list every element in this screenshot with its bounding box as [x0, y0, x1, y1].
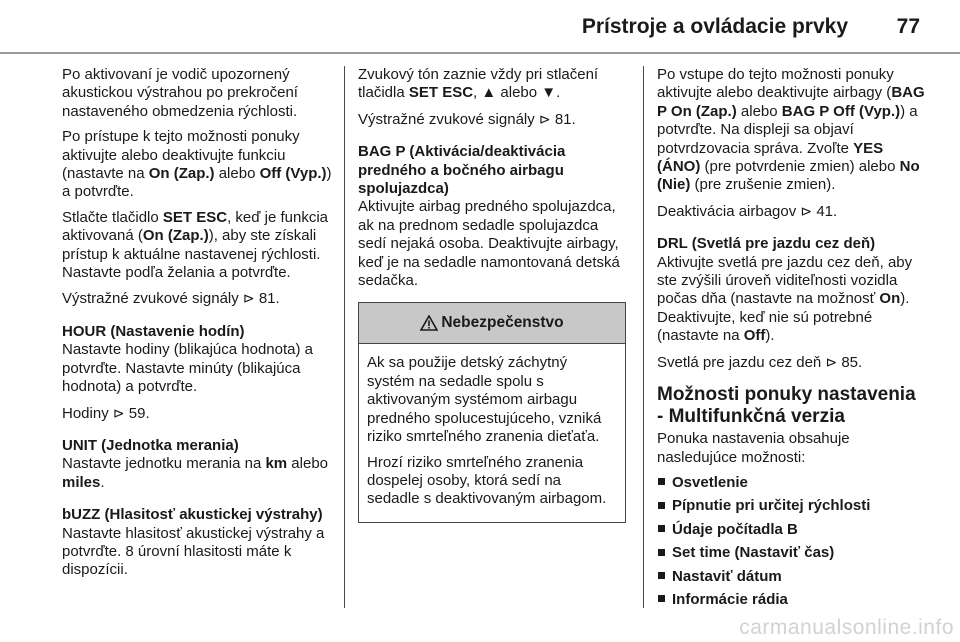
paragraph: Nastavte hlasitosť akustickej výstrahy a potvrďte. 8 úrovní hlasitosti máte k dispozícii.: [62, 524, 325, 579]
paragraph: Nastavte hodiny (blikajúca hodnota) a potvrďte. Nastavte minúty (blikajúca hodnota) a potvrďte.: [62, 341, 313, 396]
page-ref-icon[interactable]: ⊳: [825, 353, 838, 370]
section-heading: DRL (Svetlá pre jazdu cez deň): [657, 235, 876, 253]
paragraph: Po aktivovaní je vodič upozornený akustickou výstrahou po prekročení nastaveného obmedzenia rýchlosti.: [62, 66, 298, 120]
page-ref-icon[interactable]: ⊳: [112, 404, 125, 421]
chapter-title: Prístroje a ovládacie prvky: [581, 15, 848, 38]
list-item: Nastaviť dátum: [657, 568, 925, 586]
paragraph: Ponuka nastavenia obsahuje nasledujúce možnosti:: [657, 430, 850, 466]
page-ref-icon[interactable]: ⊳: [800, 202, 813, 219]
page-ref[interactable]: 85.: [841, 353, 863, 371]
warning-title: Nebezpečenstvo: [441, 314, 564, 332]
page-number: 77: [896, 15, 920, 38]
page-ref[interactable]: 41.: [816, 202, 838, 220]
section-heading: BAG P (Aktivácia/deaktivácia predného a bočného airbagu spolujazdca): [358, 143, 566, 198]
subsection-title: Možnosti ponuky nastavenia - Multifunkčná verzia: [657, 384, 916, 428]
paragraph: Hrozí riziko smrteľného zranenia dospelej osoby, ktorá sedí na sedadle s deaktivovaným airbagom.: [367, 453, 607, 508]
warning-body: [359, 344, 625, 521]
list-item: Informácie rádia: [657, 591, 925, 609]
paragraph: Zvukový tón zaznie vždy pri stlačení tlačidla SET ESC, ▲ alebo ▼.: [358, 66, 599, 102]
paragraph: Výstražné zvukové signály ⊳ 81.: [358, 110, 576, 128]
paragraph: Aktivujte svetlá pre jazdu cez deň, aby ste zvýšili úroveň viditeľnosti vozidla počas dňa (nastavte na možnosť On). Deaktivujte, keď nie sú potrebné (nastavte na Off).: [657, 253, 913, 345]
paragraph: Po vstupe do tejto možnosti ponuky aktivujte alebo deaktivujte airbagy (BAG P On (Zap.) alebo BAG P Off (Vyp.)) a potvrďte. Na displeji sa objaví potvrdzovacia správa. Zvoľte YES (ÁNO) (pre potvrdenie zmien) alebo No (Nie) (pre zrušenie zmien).: [657, 66, 925, 194]
paragraph: Nastavte jednotku merania na km alebo miles.: [62, 455, 329, 491]
section-heading: HOUR (Nastavenie hodín): [62, 322, 245, 340]
list-item: Osvetlenie: [657, 474, 925, 492]
column-divider: [643, 66, 644, 608]
header-rule: [0, 52, 960, 54]
paragraph: Deaktivácia airbagov ⊳ 41.: [657, 202, 838, 220]
column-2: [358, 66, 626, 523]
bullet-square-icon: [658, 549, 665, 556]
warning-header: [359, 303, 625, 344]
paragraph: Výstražné zvukové signály ⊳ 81.: [62, 290, 280, 308]
warning-triangle-icon: [420, 315, 438, 331]
paragraph: Stlačte tlačidlo SET ESC, keď je funkcia aktivovaná (On (Zap.)), aby ste získali prístup k aktuálne nastavenej rýchlosti. Nastavte podľa želania a potvrďte.: [62, 208, 329, 282]
watermark: carmanualsonline.info: [739, 616, 954, 639]
paragraph: Po prístupe k tejto možnosti ponuky aktivujte alebo deaktivujte funkciu (nastavte na On (Zap.) alebo Off (Vyp.)) a potvrďte.: [62, 128, 332, 201]
paragraph: Ak sa použije detský záchytný systém na sedadle spolu s aktivovaným systémom airbagu predného spolucestujúceho, vzniká riziko smrteľného zranenia dieťaťa.: [367, 354, 602, 446]
bullet-square-icon: [658, 478, 665, 485]
options-list: [657, 474, 925, 609]
list-item: Pípnutie pri určitej rýchlosti: [657, 497, 925, 515]
column-3: [657, 66, 925, 614]
page-header: [0, 0, 960, 52]
paragraph: Svetlá pre jazdu cez deň ⊳ 85.: [657, 353, 863, 371]
bullet-square-icon: [658, 502, 665, 509]
page-ref-icon[interactable]: ⊳: [538, 110, 551, 127]
bullet-square-icon: [658, 525, 665, 532]
list-item: Set time (Nastaviť čas): [657, 544, 925, 562]
page-ref-icon[interactable]: ⊳: [242, 290, 255, 307]
warning-box: [358, 302, 626, 522]
page-ref[interactable]: 81.: [258, 290, 280, 308]
section-heading: UNIT (Jednotka merania): [62, 436, 239, 454]
column-1: [62, 66, 336, 587]
page-ref[interactable]: 59.: [128, 404, 150, 422]
page-ref[interactable]: 81.: [554, 110, 576, 128]
list-item: Údaje počítadla B: [657, 521, 925, 539]
paragraph: Aktivujte airbag predného spolujazdca, ak na prednom sedadle spolujazdca sedí nejaká osoba. Deaktivujte airbagy, keď je na sedadle namontovaná detská sedačka.: [358, 198, 620, 290]
bullet-square-icon: [658, 572, 665, 579]
section-heading: bUZZ (Hlasitosť akustickej výstrahy): [62, 506, 323, 524]
column-divider: [344, 66, 345, 608]
bullet-square-icon: [658, 595, 665, 602]
paragraph: Hodiny ⊳ 59.: [62, 404, 150, 422]
